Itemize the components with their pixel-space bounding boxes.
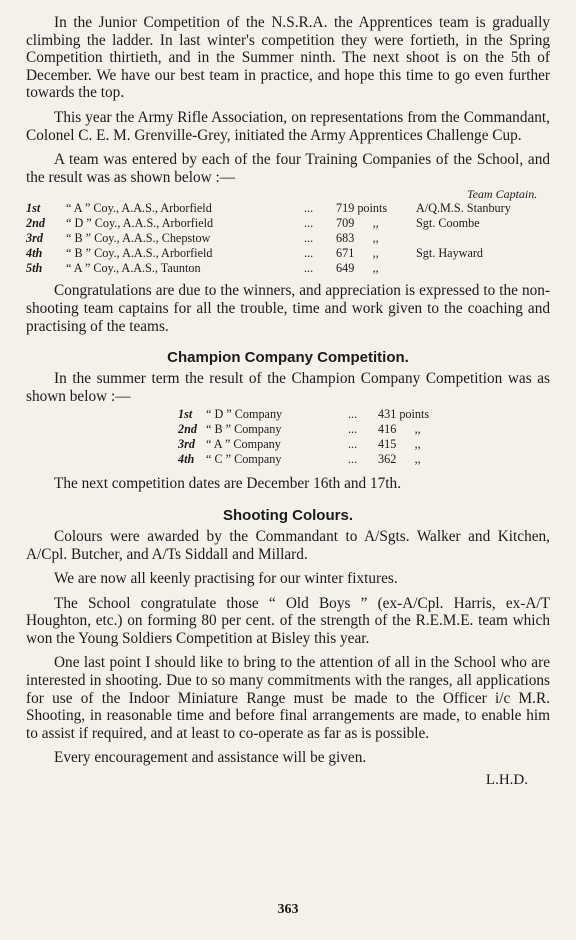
page-number: 363 bbox=[277, 902, 299, 917]
paragraph-old-boys: The School congratulate those “ Old Boys ” (ex-A/Cpl. Harris, ex-A/T Houghton, etc.) on forming 80 per cent. of the strength of the R.E.M.E. team which won the Young Soldiers Competition at Bisley this year. bbox=[26, 594, 550, 647]
paragraph-encouragement: Every encouragement and assistance will be given. bbox=[54, 749, 367, 767]
team-cell: “ B ” Coy., A.A.S., Arborfield bbox=[66, 246, 213, 261]
paragraph-junior-competition: In the Junior Competition of the N.S.R.A. the Apprentices team is gradually climbing the ladder. In last winter's competition they were fortieth, in the Spring Competition thirtieth, and in the Summer ninth. The next shoot is on the 5th of December. We have our best team in practice, and hope this time to go even further towards the top. bbox=[26, 14, 550, 102]
leader-dots: ... bbox=[348, 422, 358, 437]
leader-dots: ... bbox=[304, 201, 314, 216]
table-row bbox=[26, 246, 511, 261]
table-row bbox=[178, 407, 429, 422]
place-cell: 3rd bbox=[26, 231, 43, 246]
team-cell: “ A ” Company bbox=[206, 437, 281, 452]
team-captain-header bbox=[26, 188, 550, 201]
team-cell: “ D ” Company bbox=[206, 407, 283, 422]
team-cell: “ B ” Company bbox=[206, 422, 282, 437]
place-cell: 3rd bbox=[178, 437, 195, 452]
paragraph-colours-awarded: Colours were awarded by the Commandant to A/Sgts. Walker and Kitchen, A/Cpl. Butcher, and A/Ts Siddall and Millard. bbox=[26, 527, 550, 563]
team-cell: “ A ” Coy., A.A.S., Arborfield bbox=[66, 201, 212, 216]
captain-cell bbox=[416, 261, 511, 276]
leader-dots: ... bbox=[348, 452, 358, 467]
team-cell: “ B ” Coy., A.A.S., Chepstow bbox=[66, 231, 211, 246]
paragraph-congratulations: Congratulations are due to the winners, and appreciation is expressed to the non-shooting team captains for all the trouble, time and work given to the coaching and practising of the teams. bbox=[26, 282, 550, 335]
score-cell: 415 ,, bbox=[378, 437, 421, 452]
paragraph-next-competition: The next competition dates are December 16th and 17th. bbox=[54, 475, 402, 493]
place-cell: 5th bbox=[26, 261, 43, 276]
champion-company-results-table bbox=[178, 407, 429, 467]
table-row bbox=[26, 216, 511, 231]
score-cell: 649 ,, bbox=[336, 261, 379, 276]
captain-cell bbox=[416, 231, 511, 246]
paragraph-team-entered: A team was entered by each of the four Training Companies of the School, and the result was as shown below :— bbox=[26, 151, 550, 186]
captain-cell: Sgt. Hayward bbox=[416, 246, 484, 261]
score-cell: 709 ,, bbox=[336, 216, 379, 231]
paragraph-winter-fixtures: We are now all keenly practising for our winter fixtures. bbox=[54, 570, 398, 588]
place-cell: 1st bbox=[178, 407, 193, 422]
score-cell: 683 ,, bbox=[336, 231, 379, 246]
challenge-cup-results-table bbox=[26, 201, 511, 276]
place-cell: 4th bbox=[26, 246, 43, 261]
heading-shooting-colours: Shooting Colours. bbox=[223, 506, 353, 524]
team-captain-label: Team Captain. bbox=[467, 187, 538, 202]
table-row bbox=[26, 201, 511, 216]
score-cell: 362 ,, bbox=[378, 452, 421, 467]
heading-champion-company: Champion Company Competition. bbox=[167, 349, 409, 367]
score-cell: 416 ,, bbox=[378, 422, 421, 437]
leader-dots: ... bbox=[304, 261, 314, 276]
score-cell: 719 points bbox=[336, 201, 388, 216]
team-cell: “ C ” Company bbox=[206, 452, 282, 467]
table-row bbox=[178, 452, 429, 467]
place-cell: 4th bbox=[178, 452, 195, 467]
table-row bbox=[178, 422, 429, 437]
place-cell: 2nd bbox=[178, 422, 197, 437]
table-row bbox=[26, 231, 511, 246]
table-row bbox=[26, 261, 511, 276]
paragraph-army-rifle-association: This year the Army Rifle Association, on representations from the Commandant, Colonel C. E. M. Grenville-Grey, initiated the Army Apprentices Challenge Cup. bbox=[26, 108, 550, 144]
table-row bbox=[178, 437, 429, 452]
place-cell: 1st bbox=[26, 201, 41, 216]
team-cell: “ D ” Coy., A.A.S., Arborfield bbox=[66, 216, 214, 231]
paragraph-summer-term: In the summer term the result of the Champion Company Competition was as shown below :— bbox=[26, 370, 550, 405]
leader-dots: ... bbox=[348, 437, 358, 452]
leader-dots: ... bbox=[304, 216, 314, 231]
score-cell: 671 ,, bbox=[336, 246, 379, 261]
captain-cell: A/Q.M.S. Stanbury bbox=[416, 201, 511, 216]
leader-dots: ... bbox=[348, 407, 358, 422]
paragraph-indoor-range: One last point I should like to bring to the attention of all in the School who are interested in shooting. Due to so many commitments with the ranges, all applications for use of the Indoor Miniature Range must be made to the Officer i/c M.R. Shooting, in reasonable time and before final arrangements are made, to enable him to assist if required, and at least to co-operate as far as is possible. bbox=[26, 654, 550, 742]
leader-dots: ... bbox=[304, 246, 314, 261]
leader-dots: ... bbox=[304, 231, 314, 246]
signature-initials: L.H.D. bbox=[485, 772, 528, 789]
score-cell: 431 points bbox=[378, 407, 430, 422]
place-cell: 2nd bbox=[26, 216, 45, 231]
captain-cell: Sgt. Coombe bbox=[416, 216, 480, 231]
team-cell: “ A ” Coy., A.A.S., Taunton bbox=[66, 261, 201, 276]
